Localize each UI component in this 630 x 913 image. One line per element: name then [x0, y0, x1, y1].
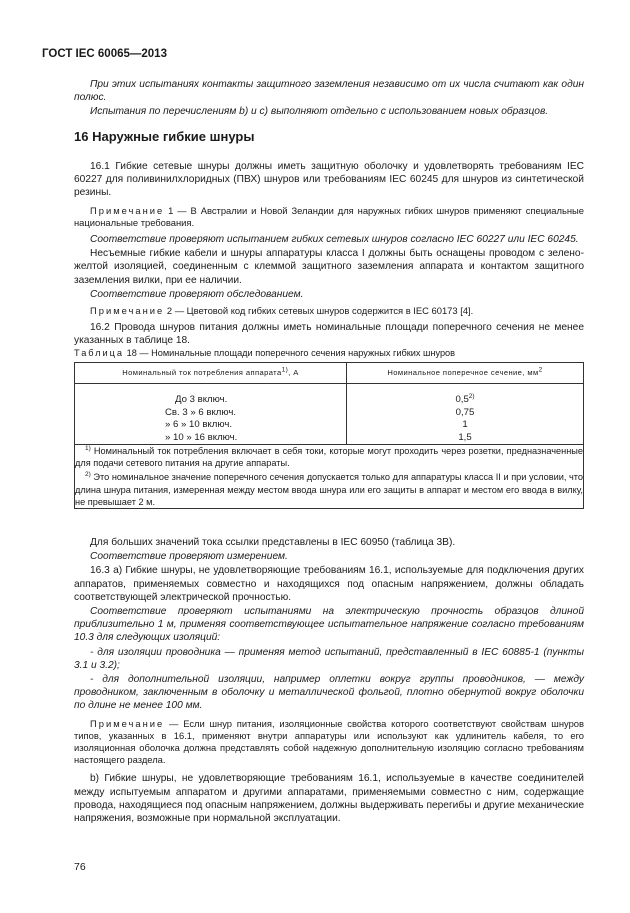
table-cell: Св. 3 » 6 включ. [165, 406, 237, 418]
note-text: — Если шнур питания, изоляционные свойства которого соответствуют свойствам шнуров типов, указанных в 16.1, применяют внутри аппаратуры или используют как удлинитель кабеля, то его изоляционная оболочка должна представлять собой надежную дополнительную изоляцию согласно требованиям настоящего раздела. [74, 717, 584, 766]
table-caption-label: Таблица [74, 348, 125, 358]
table-footnotes [75, 445, 584, 509]
table-caption [74, 347, 455, 360]
table-body-row [75, 384, 584, 445]
paragraph: При этих испытаниях контакты защитного заземления независимо от их числа считают как один полюс. [74, 79, 584, 104]
paragraph: Для больших значений тока ссылки представлены в IEC 60950 (таблица 3В). [90, 537, 456, 548]
table-cell: 1,5 [458, 431, 472, 443]
table-header-section: Номинальное поперечное сечение, $мм^2$ [347, 363, 584, 384]
page-number: 76 [74, 861, 86, 873]
note-text: 1 — В Австралии и Новой Зеландии для наружных гибких шнуров применяют специальные национальные требования. [74, 204, 584, 228]
table-footnotes-row [75, 445, 584, 509]
document-header: ГОСТ IEC 60065—2013 [42, 48, 167, 60]
note-text: 2 — Цветовой код гибких сетевых шнуров содержится в IEC 60173 [4]. [164, 305, 474, 317]
table-header-current: Номинальный ток потребления аппарата$^{1)}$, А [75, 363, 347, 384]
section-16-3-block [74, 536, 584, 825]
table-cell: 0,75 [455, 406, 475, 418]
paragraph: 16.2 Провода шнуров питания должны иметь номинальные площади поперечного сечения не менее указанных в таблице 18. [74, 322, 584, 347]
paragraph: 16.3 а) Гибкие шнуры, не удовлетворяющие требованиям 16.1, используемые для подключения других аппаратов, применяемых совместно и находящихся под опасным напряжением, должны обладать соответствующей электрической прочностью. [74, 565, 584, 603]
table-cell: 1 [462, 419, 468, 430]
paragraph: - для изоляции проводника — применяя метод испытаний, представленный в IEC 60885-1 (пункты 3.1 и 3.2); [74, 646, 584, 671]
section-16-1-block [74, 160, 584, 348]
note-1 [74, 205, 584, 229]
section-title: 16 Наружные гибкие шнуры [74, 129, 255, 144]
table-col-section [347, 384, 584, 445]
table-cell: » 10 » 16 включ. [165, 431, 238, 443]
paragraph: Соответствие проверяют измерением. [90, 551, 288, 563]
table-header-row [75, 363, 584, 384]
footnote-1: $^{1)}$ Номинальный ток потребления включает в себя токи, которые могут проходить через розетки, предназначенные для подачи сетевого питания на другие аппараты. [75, 444, 583, 469]
table-cell: 0,5$^{2)}$ [455, 392, 475, 405]
paragraph: b) Гибкие шнуры, не удовлетворяющие требованиям 16.1, используемые в качестве соединителей между испытуемым аппаратом и другими аппаратами, применяемыми совместно с ним, содержащие провода, находящиеся под опасным напряжением, должны выдерживать перегибы и другие механические напряжения, возможные при нормальной эксплуатации. [74, 773, 584, 825]
paragraph: - для дополнительной изоляции, например оплетки вокруг группы проводников, — между проводником, заключенным в оболочку и металлической фольгой, плотно обернутой вокруг оболочки по длине не менее 100 мм. [74, 674, 584, 712]
note-label: Примечание [90, 204, 165, 216]
note-label: Примечание [90, 305, 165, 317]
intro-block [74, 78, 584, 119]
paragraph: 16.1 Гибкие сетевые шнуры должны иметь защитную оболочку и удовлетворять требованиям IEC 60227 для поливинилхлоридных (ПВХ) шнуров или требованиям IEC 60245 для шнуров из синтетической резины. [74, 161, 584, 199]
paragraph: Соответствие проверяют испытаниями на электрическую прочность образцов длиной приблизительно 1 м, применяя соответствующее испытательное напряжение согласно требованиям 10.3 для следующих изоляций: [74, 606, 584, 644]
note-2 [74, 305, 584, 317]
cross-section-table [74, 362, 584, 509]
table-cell: » 6 » 10 включ. [165, 419, 232, 430]
paragraph: Соответствие проверяют обследованием. [90, 288, 304, 300]
note-3 [74, 718, 584, 767]
paragraph: Испытания по перечислениям b) и c) выполняют отдельно с использованием новых образцов. [90, 106, 549, 118]
table-col-current [75, 384, 347, 445]
note-label: Примечание [90, 717, 165, 729]
table-caption-text: 18 — Номинальные площади поперечного сечения наружных гибких шнуров [124, 348, 456, 358]
table-cell: До 3 включ. [175, 394, 228, 405]
footnote-2: $^{2)}$ Это номинальное значение поперечного сечения допускается только для аппаратуры класса II и при условии, что длина шнура питания, измеренная между местом ввода шнура или его защиты в аппарат и местом его ввода в вилку, не превышает 2 м. [75, 471, 583, 507]
paragraph: Соответствие проверяют испытанием гибких сетевых шнуров согласно IEC 60227 или IEC 60245. [90, 234, 579, 246]
paragraph: Несъемные гибкие кабели и шнуры аппаратуры класса I должны быть оснащены проводом с зелено-желтой изоляцией, соединенным с клеммой защитного заземления аппарата и контактом защитного заземления вилки, при ее наличии. [74, 248, 584, 286]
